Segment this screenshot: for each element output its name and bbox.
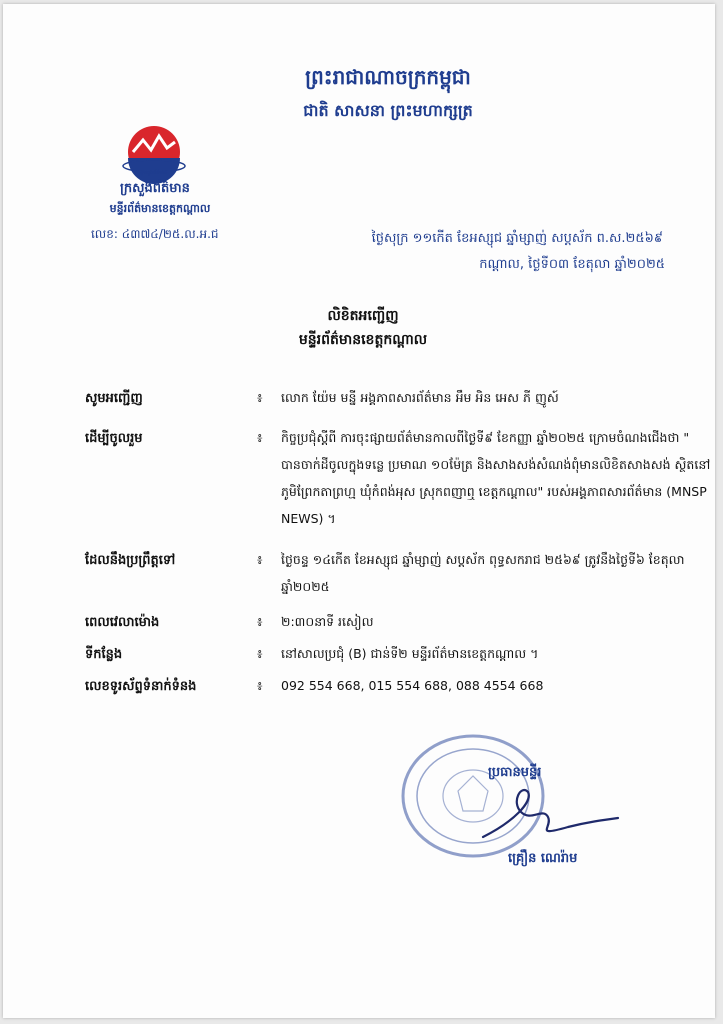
field-label: ដែលនឹងប្រព្រឹត្តទៅ	[85, 553, 176, 568]
field-label: ដើម្បីចូលរួម	[85, 431, 143, 446]
department-name: មន្ទីរព័ត៌មានខេត្តកណ្ដាល	[109, 202, 211, 215]
field-label: សូមអញ្ជើញ	[85, 391, 143, 406]
solar-date: កណ្តាល, ថ្ងៃទី០៣ ខែតុលា ឆ្នាំ២០២៥	[479, 257, 665, 272]
field-value: នៅសាលប្រជុំ (B) ជាន់ទី២ មន្ទីរព័ត៌មានខេត្តកណ្ដាល ។	[281, 646, 539, 661]
signatory-title: ប្រធានមន្ទីរ	[488, 765, 542, 780]
field-colon: ៖	[257, 430, 263, 445]
field-label: ពេលវេលាម៉ោង	[85, 615, 160, 630]
field-value: 092 554 668, 015 554 688, 088 4554 668	[281, 678, 544, 693]
field-label: ទីកន្លែង	[85, 647, 123, 662]
field-value: ថ្ងៃចន្ទ ១៤កើត ខែអស្សុជ ឆ្នាំម្សាញ់ សប្តស័ក ពុទ្ធសករាជ ២៥៦៩ ត្រូវនឹងថ្ងៃទី៦ ខែតុលា ឆ្នាំ២០២៥	[281, 552, 685, 594]
field-colon: ៖	[257, 614, 263, 629]
letter-title: លិខិតអញ្ជើញ	[327, 308, 399, 324]
field-value: កិច្ចប្រជុំស្តីពី ការចុះផ្សាយព័ត៌មានកាលពីថ្ងៃទី៩ ខែកញ្ញា ឆ្នាំ២០២៥ ក្រោមចំណងជើងថា " បានចាក់ដីចូលក្នុងទន្លេ ប្រមាណ ១០ម៉ែត្រ និងសាងសង់សំណង់ពុំមានលិខិតសាងសង់ ស្ថិតនៅភូមិព្រែកតាព្រហ្ម ឃុំកំពង់អុស ស្រុកពញាឮ ខេត្តកណ្ដាល" របស់អង្គភាពសារព័ត៌មាន (MNSP NEWS) ។	[281, 430, 711, 526]
field-colon: ៖	[257, 678, 263, 693]
lunar-date: ថ្ងៃសុក្រ ១១កើត ខែអស្សុជ ឆ្នាំម្សាញ់ សប្តស័ក ព.ស.២៥៦៩	[371, 231, 663, 246]
field-value: ២:៣០នាទី រសៀល	[281, 614, 374, 629]
letter-page	[3, 4, 715, 1018]
signatory-name: គ្រឿន ណេរ៉ាម	[508, 851, 578, 866]
ministry-name: ក្រសួងព័ត៌មាន	[120, 181, 190, 196]
national-motto: ជាតិ សាសនា ព្រះមហាក្សត្រ	[303, 101, 473, 120]
ministry-logo-icon	[121, 122, 187, 188]
field-colon: ៖	[257, 552, 263, 567]
field-value: លោក យ៉ែម មន្នី អង្គភាពសារព័ត៌មាន អឹម អិន អេស ភី ញូស៍	[281, 390, 559, 405]
field-colon: ៖	[257, 390, 263, 405]
field-label: លេខទូរស័ព្ទទំនាក់ទំនង	[85, 679, 197, 694]
logo-text: ក្រសួងព័ត៌មាន	[140, 170, 168, 176]
letter-subtitle: មន្ទីរព័ត៌មានខេត្តកណ្ដាល	[298, 332, 428, 348]
reference-number: លេខ: ៤៣៧៤/២៥.ល.អ.ជ	[91, 227, 219, 241]
field-colon: ៖	[257, 646, 263, 661]
signature-icon	[473, 782, 623, 852]
kingdom-heading: ព្រះរាជាណាចក្រកម្ពុជា	[305, 65, 471, 89]
